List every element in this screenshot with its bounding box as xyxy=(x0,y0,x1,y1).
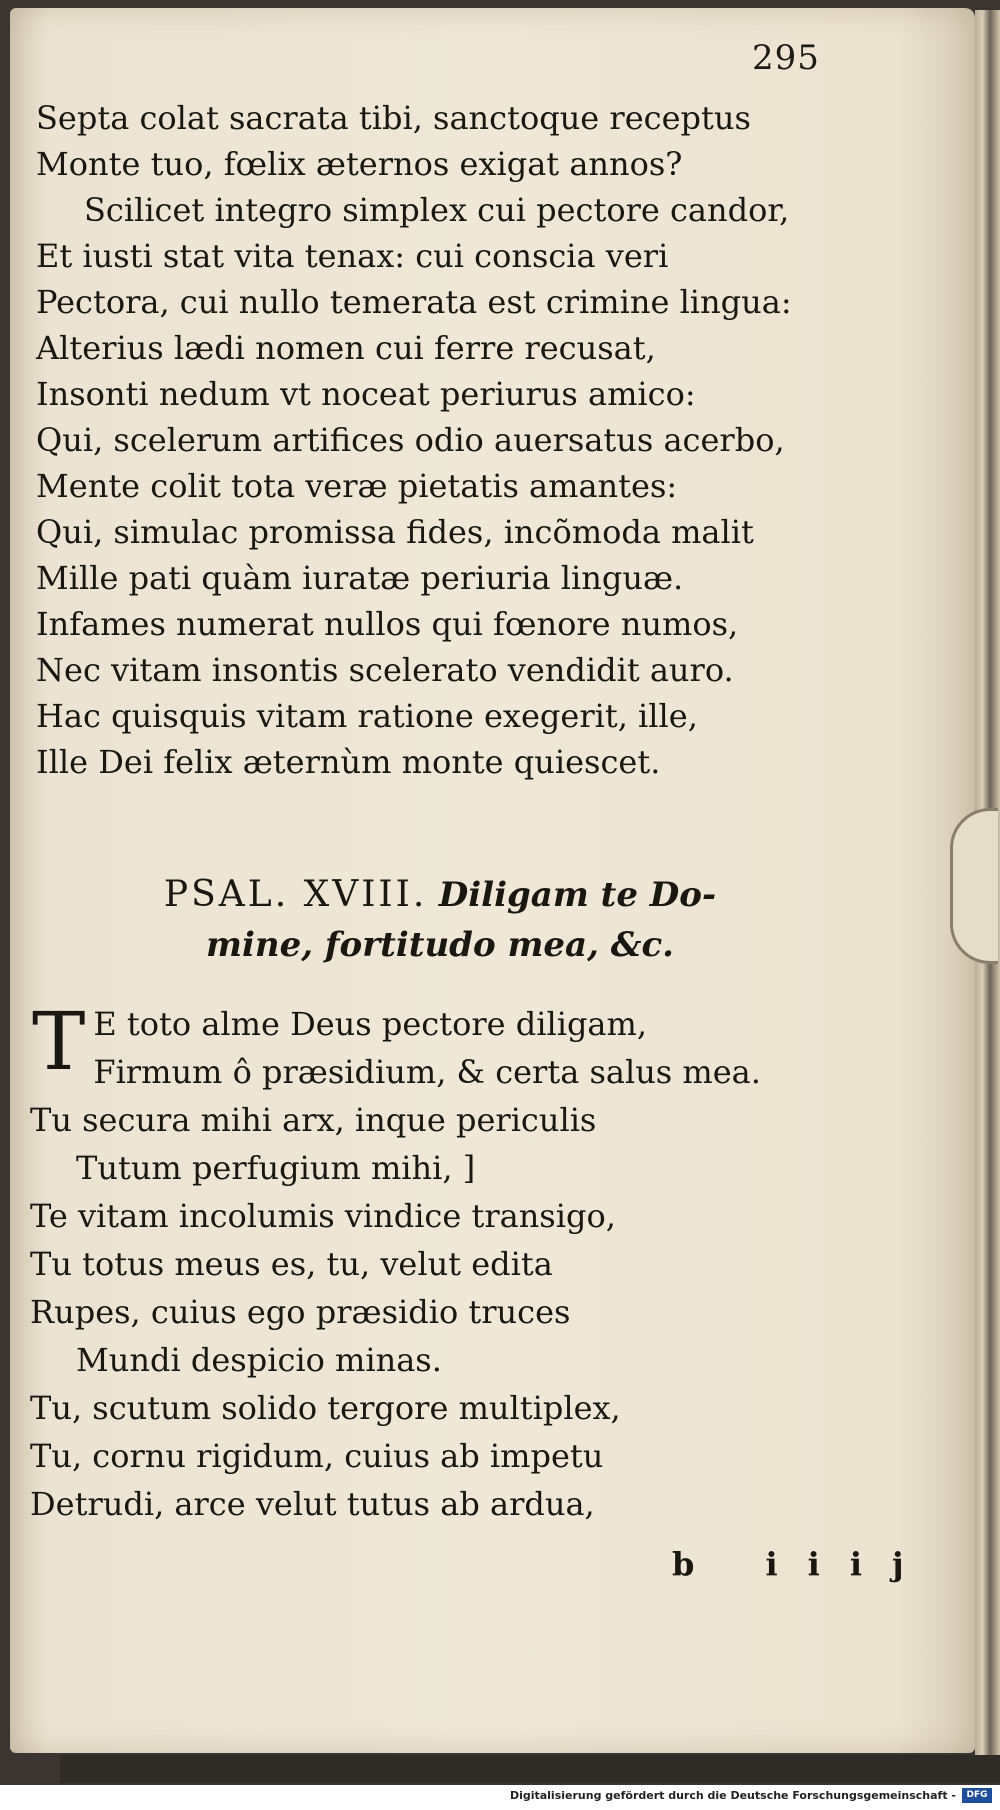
poem-line: Mente colit tota veræ pietatis amantes: xyxy=(36,467,678,505)
psalm-text-block xyxy=(30,995,910,1528)
poem-line: Nec vitam insontis scelerato vendidit auro. xyxy=(36,651,734,689)
heading-incipit-part1: Diligam te Do- xyxy=(438,875,717,915)
heading-psalm-number: PSAL. XVIII. xyxy=(163,874,428,915)
drop-cap-initial: T xyxy=(32,995,86,1088)
page-tab xyxy=(950,808,998,964)
poem-line: Qui, scelerum artifices odio auersatus acerbo, xyxy=(36,421,785,459)
poem-line: Infames numerat nullos qui fœnore numos, xyxy=(36,605,739,643)
psalm-line: Tu totus meus es, tu, velut edita xyxy=(30,1245,553,1283)
psalm-line: Te vitam incolumis vindice transigo, xyxy=(30,1197,616,1235)
psalm-line: Mundi despicio minas. xyxy=(76,1341,442,1379)
page-number: 295 xyxy=(752,38,820,78)
poem-line: Hac quisquis vitam ratione exegerit, ille, xyxy=(36,697,698,735)
signature-mark: b iiij xyxy=(672,1545,934,1583)
poem-line: Mille pati quàm iuratæ periuria linguæ. xyxy=(36,559,684,597)
poem-line: Pectora, cui nullo temerata est crimine lingua: xyxy=(36,283,792,321)
psalm-line: Tutum perfugium mihi, ] xyxy=(76,1149,476,1187)
psalm-line: Firmum ô præsidium, & certa salus mea. xyxy=(93,1053,761,1091)
psalm-heading xyxy=(40,870,840,970)
poem-text-block xyxy=(36,95,916,785)
psalm-line: Tu, scutum solido tergore multiplex, xyxy=(30,1389,621,1427)
poem-line: Monte tuo, fœlix æternos exigat annos? xyxy=(36,145,683,183)
psalm-line: Detrudi, arce velut tutus ab ardua, xyxy=(30,1485,595,1523)
psalm-line: E toto alme Deus pectore diligam, xyxy=(93,1005,648,1043)
poem-line: Alterius lædi nomen cui ferre recusat, xyxy=(36,329,656,367)
poem-line: Septa colat sacrata tibi, sanctoque receptus xyxy=(36,99,751,137)
poem-line: Insonti nedum vt noceat periurus amico: xyxy=(36,375,696,413)
poem-line: Et iusti stat vita tenax: cui conscia veri xyxy=(36,237,669,275)
funding-credit: Digitalisierung gefördert durch die Deutsche Forschungsgemeinschaft - xyxy=(509,1789,956,1802)
binding-strip xyxy=(60,1755,1000,1783)
poem-line: Ille Dei felix æternùm monte quiescet. xyxy=(36,743,661,781)
dfg-logo: DFG xyxy=(962,1788,992,1803)
poem-line: Scilicet integro simplex cui pectore candor, xyxy=(84,191,790,229)
footer-bar xyxy=(0,1785,1000,1810)
heading-incipit-part2: mine, fortitudo mea, &c. xyxy=(205,925,674,965)
psalm-line: Tu secura mihi arx, inque periculis xyxy=(30,1101,597,1139)
psalm-line: Rupes, cuius ego præsidio truces xyxy=(30,1293,571,1331)
psalm-line: Tu, cornu rigidum, cuius ab impetu xyxy=(30,1437,604,1475)
poem-line: Qui, simulac promissa fides, incõmoda malit xyxy=(36,513,754,551)
